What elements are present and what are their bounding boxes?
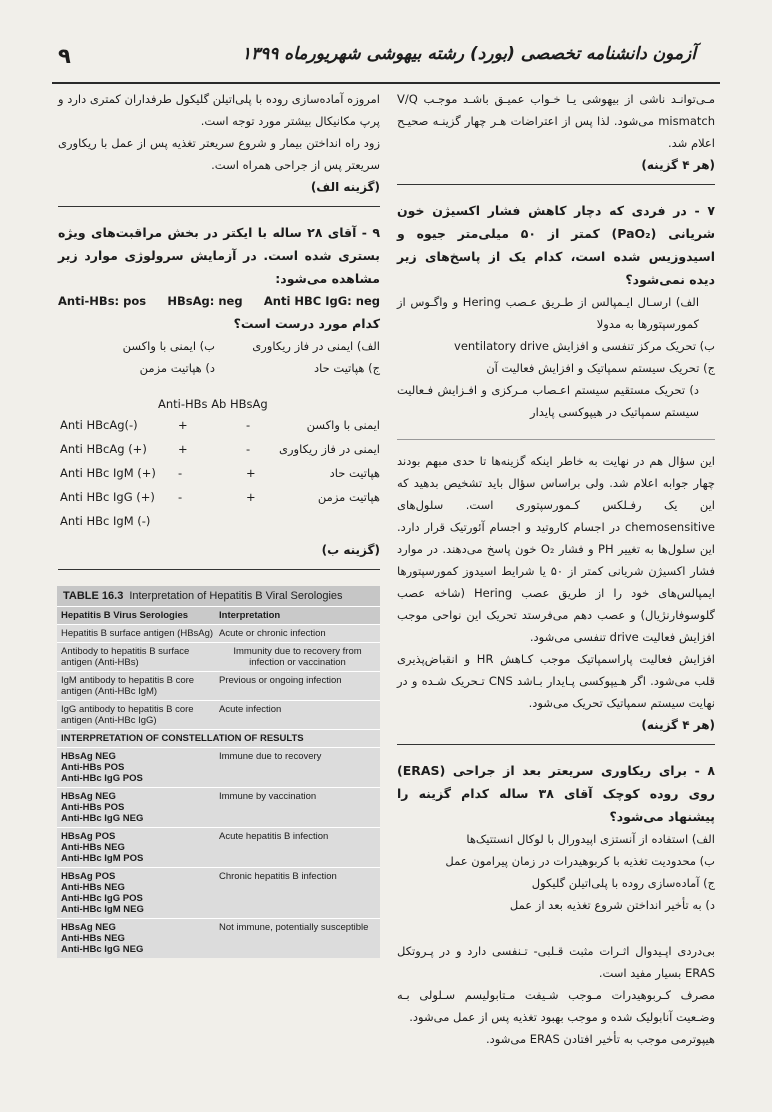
table-row: IgM antibody to hepatitis B core antigen (Anti-HBc IgM) Previous or ongoing infection <box>57 671 380 700</box>
table-col-serologies: Hepatitis B Virus Serologies <box>61 610 189 621</box>
q7-option-c: ج) تحریک سیستم سمپاتیک و افزایش فعالیت آن <box>486 361 715 375</box>
table-row: HBsAg NEG Anti-HBs POS Anti-HBc IgG NEG Immune by vaccination <box>57 787 380 827</box>
q8-option-b: ب) محدودیت تغذیه با کربوهیدرات در زمان پیرامون عمل <box>445 854 715 868</box>
q9-answer: (گزینه ب) <box>321 543 380 557</box>
table-row: HBsAg NEG Anti-HBs POS Anti-HBc IgG POS Immune due to recovery <box>57 747 380 787</box>
q8-explanation-1: بی‌دردی اپـیدوال اثـرات مثبت قـلبی- تـنفسی دارد و در پـروتکل ERAS بسیار مفید است. <box>397 944 715 980</box>
serology-summary <box>58 415 380 535</box>
summary-row: Anti HBcAg(-) + - ایمنی با واکسن <box>60 418 380 432</box>
table-section-heading: INTERPRETATION OF CONSTELLATION OF RESULTS <box>57 729 380 747</box>
table-caption: Interpretation of Hepatitis B Viral Serologies <box>129 590 343 602</box>
q9-option-a: الف) ایمنی در فاز ریکاوری <box>252 339 380 353</box>
q9-option-b: ب) ایمنی با واکسن <box>122 339 215 353</box>
summary-row: Anti HBc IgG (+) - + هپاتیت مزمن <box>60 490 380 504</box>
q9-prompt: کدام مورد درست است؟ <box>233 316 380 331</box>
q7-answer: (هر ۴ گزینه) <box>641 718 715 732</box>
q7-explanation-1: این سؤال هم در نهایت به خاطر اینکه گزینه‌ها تا حدی مبهم بودند چهار جوابه اعلام شد. ولی براساس سؤال باید تشخیص بدهید که این یک رفـلکس کـمورسپتوری است. سلول‌های chemosensitive در اجسام کاروتید و اجسام آئورتیک قرار دارد. این سلول‌ها به تغییر PH و فشار O₂ خون پاسخ می‌دهند. در موارد فشار اکسیژن شریانی کمتر از ۵۰ یا شرایط اسیدوز کمورسپتورها ایمپالس‌های خود را از طریق عصب Hering (شاخه عصب گلوسوفارنژیال) و عصب دهم می‌فرستد تحریک این نواحی موجب افزایش فعالیت drive تنفسی می‌شود. <box>397 454 715 644</box>
table-row: IgG antibody to hepatitis B core antigen (Anti-HBc IgG) Acute infection <box>57 700 380 729</box>
right-column <box>397 88 715 1050</box>
q7-option-a: الف) ارسـال ایـمپالس از طـریق عـصب Hering و واگـوس از کمورسپتورها به مدولا <box>397 295 700 331</box>
serology-results <box>58 290 380 312</box>
serology-summary-header: Anti-HBs Ab HBsAg <box>158 397 268 411</box>
question-9: ۹ - آقای ۲۸ ساله با ایکتر در بخش مراقبت‌های ویژه بستری شده است. در آزمایش سرولوژی موارد زیر مشاهده می‌شود: <box>58 225 380 286</box>
running-title: آزمون دانشنامه تخصصی (بورد) رشته بیهوشی شهریورماه ۱۳۹۹ <box>241 44 696 64</box>
q8-explanation-3: هیپوترمی موجب به تأخیر افتادن ERAS می‌شود. <box>486 1032 715 1046</box>
answer-q8: (گزینه الف) <box>310 180 380 194</box>
page-header <box>0 0 772 82</box>
q8-option-d: د) به تأخیر انداختن شروع تغذیه بعد از عمل <box>509 898 715 912</box>
table-number: TABLE 16.3 <box>63 590 124 602</box>
q7-option-d: د) تحریک مستقیم سیستم اعـصاب مـرکزی و افـزایش فـعالیت سیستم سمپاتیک در هیپوکسی پایدار <box>397 383 699 419</box>
table-row: HBsAg POS Anti-HBs NEG Anti-HBc IgM POS Acute hepatitis B infection <box>57 827 380 867</box>
table-col-interpretation: Interpretation <box>219 610 281 621</box>
serology-anti-hbc: Anti HBC IgG: neg <box>263 294 380 308</box>
q7-explanation-2: افزایش فعالیت پاراسمپاتیک موجب کـاهش HR و انقباض‌پذیری قلب می‌شود. اگر هـیپوکسی پـایدار بـاشد CNS تـحریک شـده و در نهایت سیستم سمپاتیک تحریک می‌شود. <box>397 652 715 710</box>
table-row: Hepatitis B surface antigen (HBsAg) Acute or chronic infection <box>57 624 380 642</box>
q8-option-a: الف) استفاده از آنستزی اپیدورال با لوکال انستتیک‌ها <box>466 832 715 846</box>
summary-row: Anti HBc IgM (-) <box>60 514 151 528</box>
serology-anti-hbs: Anti-HBs: pos <box>58 294 147 308</box>
divider <box>397 439 715 440</box>
q7-option-b: ب) تحریک مرکز تنفسی و افزایش ventilatory drive <box>454 339 715 353</box>
q8-explanation-2: مصرف کـربوهیدرات مـوجب شـیفت مـتابولیسم سـلولی بـه وضـعیت آنابولیک شده و موجب بهبود تغذیه پس از عمل می‌شود. <box>397 988 715 1024</box>
page-number: ۹ <box>58 44 71 68</box>
divider <box>58 569 380 570</box>
bowel-prep-paragraph: امروزه آماده‌سازی روده با پلی‌اتیلن گلیکول طرفداران کمتری دارد و پرپ مکانیکال بیشتر مورد توجه است. <box>58 92 380 128</box>
left-column <box>58 88 380 958</box>
serology-hbsag: HBsAg: neg <box>167 294 243 308</box>
divider <box>58 206 380 207</box>
table-title <box>57 586 380 606</box>
early-feeding-paragraph: زود راه انداختن بیمار و شروع سریعتر تغذیه پس از عمل با ریکاوری سریعتر پس از جراحی همراه است. <box>58 136 380 172</box>
table-row: Antibody to hepatitis B surface antigen (Anti-HBs) Immunity due to recovery from infection or vaccination <box>57 642 380 671</box>
q9-option-d: د) هپاتیت مزمن <box>139 361 215 375</box>
answer-intro: (هر ۴ گزینه) <box>641 158 715 172</box>
intro-paragraph: مـی‌توانـد ناشی از بیهوشی یـا خـواب عمیـق باشـد موجـب V/Q mismatch می‌شود. لذا پس از اعتراضات هـر چهار گزینـه صحیـح اعلام شد. <box>397 92 715 150</box>
q9-option-c: ج) هپاتیت حاد <box>314 361 380 375</box>
summary-row: Anti HBc IgM (+) - + هپاتیت حاد <box>60 466 380 480</box>
divider <box>397 184 715 185</box>
question-7: ۷ - در فردی که دچار کاهش فشار اکسیژن خون شریانی (PaO₂) کمتر از ۵۰ میلی‌متر جیوه و اسیدوزیس شده است، کدام یک از پاسخ‌های زیر دیده نمی‌شود؟ <box>397 203 715 287</box>
divider <box>397 744 715 745</box>
table-header <box>57 606 380 624</box>
table-row: HBsAg NEG Anti-HBs NEG Anti-HBc IgG NEG Not immune, potentially susceptible <box>57 918 380 958</box>
table-row: HBsAg POS Anti-HBs NEG Anti-HBc IgG POS Anti-HBc IgM NEG Chronic hepatitis B infection <box>57 867 380 918</box>
hepatitis-b-table <box>57 586 380 958</box>
summary-row: Anti HBcAg (+) + - ایمنی در فاز ریکاوری <box>60 442 380 456</box>
q8-option-c: ج) آماده‌سازی روده با پلی‌اتیلن گلیکول <box>531 876 715 890</box>
q9-options <box>58 335 380 379</box>
question-8: ۸ - برای ریکاوری سریعتر بعد از جراحی (ERAS) روی روده کوچک آقای ۳۸ ساله کدام گزینه را پیشنهاد می‌شود؟ <box>397 763 715 824</box>
header-rule <box>52 82 720 84</box>
